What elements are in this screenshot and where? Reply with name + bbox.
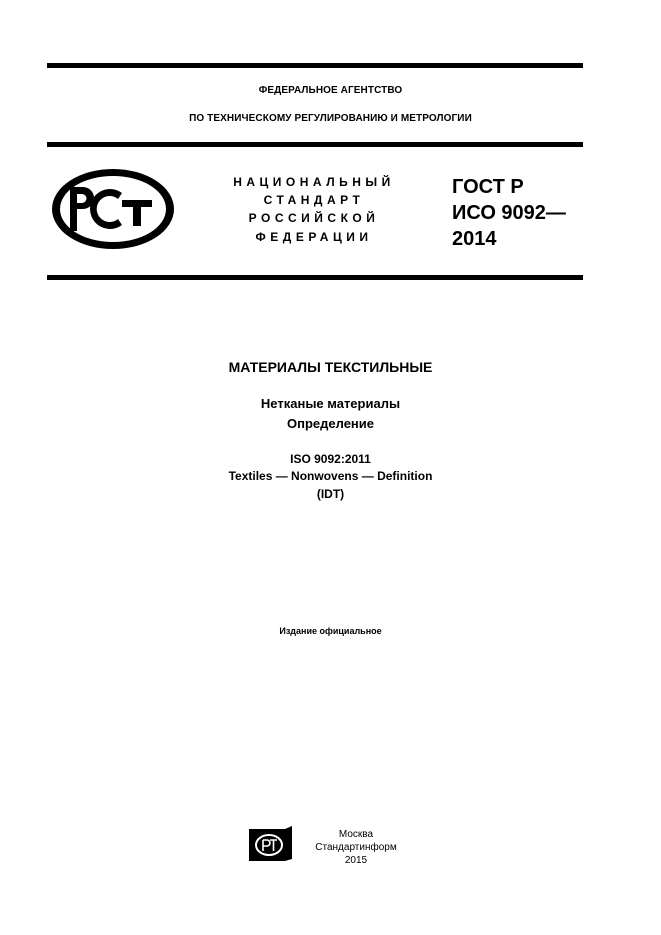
standard-type-line-2: СТАНДАРТ — [263, 193, 365, 207]
publisher-year: 2015 — [344, 855, 368, 866]
top-rule — [47, 63, 583, 68]
document-title: МАТЕРИАЛЫ ТЕКСТИЛЬНЫЕ — [228, 359, 433, 375]
document-subtitle-1: Нетканые материалы — [260, 396, 401, 411]
publisher-city: Москва — [338, 829, 374, 840]
publisher-name: Стандартинформ — [315, 842, 397, 853]
standartinform-logo-icon — [248, 826, 293, 862]
rst-logo-icon — [50, 167, 176, 251]
header-rule — [47, 142, 583, 147]
agency-line-1: ФЕДЕРАЛЬНОЕ АГЕНТСТВО — [258, 85, 403, 96]
designation-line-3: 2014 — [452, 228, 497, 250]
iso-number: ISO 9092:2011 — [290, 452, 371, 466]
agency-line-2: ПО ТЕХНИЧЕСКОМУ РЕГУЛИРОВАНИЮ И МЕТРОЛОГИИ — [189, 113, 472, 124]
standard-type-line-4: ФЕДЕРАЦИИ — [255, 230, 373, 244]
lower-rule — [47, 275, 583, 280]
designation-line-1: ГОСТ Р — [452, 176, 524, 198]
iso-english-title: Textiles — Nonwovens — Definition — [228, 469, 433, 483]
document-subtitle-2: Определение — [286, 416, 374, 431]
iso-degree: (IDT) — [316, 487, 345, 501]
standard-type-line-1: НАЦИОНАЛЬНЫЙ — [233, 175, 395, 189]
designation-line-2: ИСО 9092— — [452, 202, 566, 224]
edition-label: Издание официальное — [279, 626, 382, 636]
standard-type-line-3: РОССИЙСКОЙ — [248, 211, 380, 225]
